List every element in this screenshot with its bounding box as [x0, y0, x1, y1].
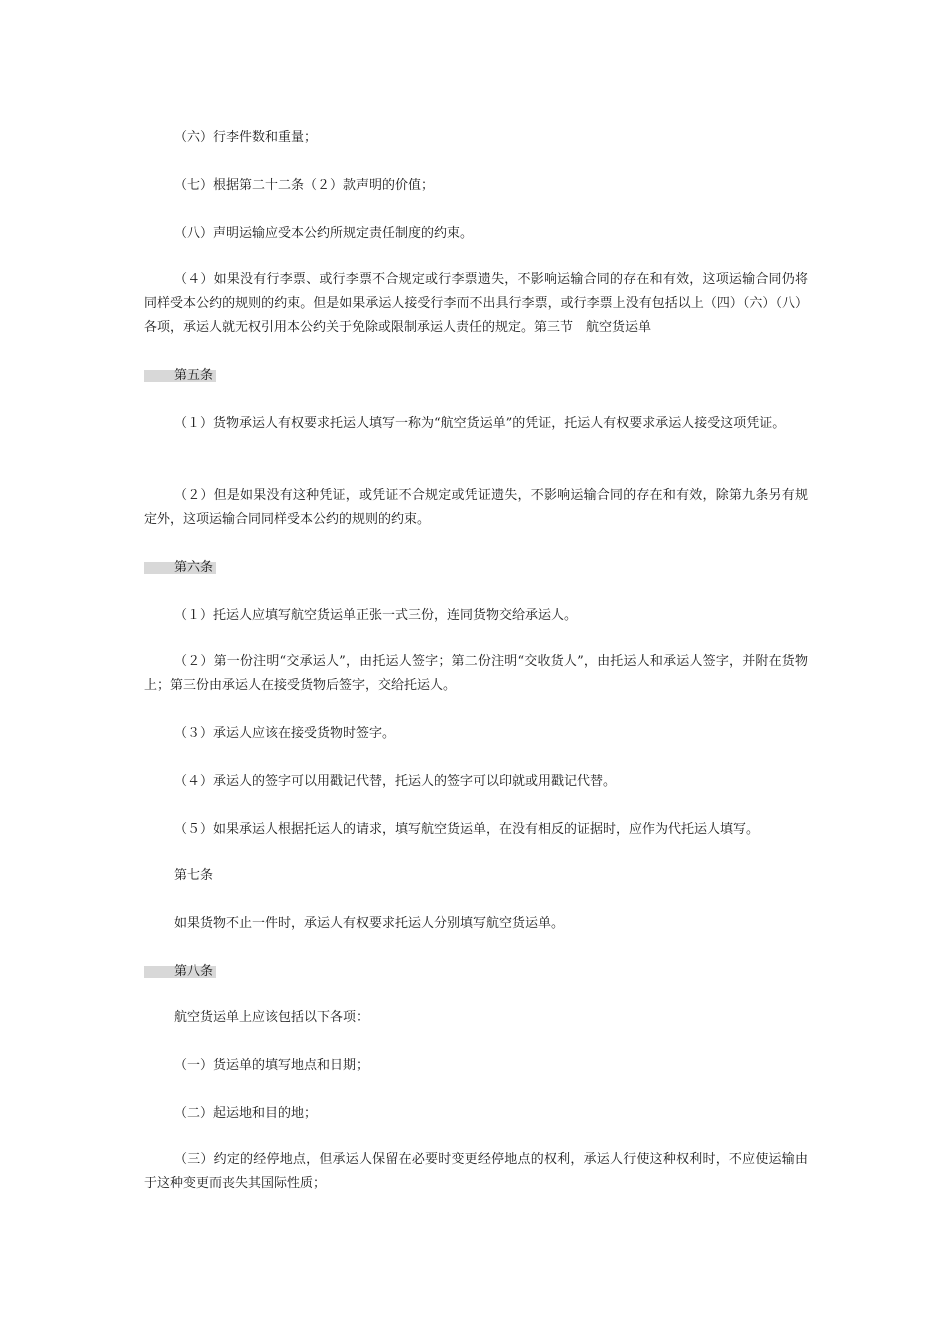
paragraph-art6-1: （１）托运人应填写航空货运单正张一式三份，连同货物交给承运人。	[174, 608, 578, 623]
article-8-heading: 第八条	[144, 960, 216, 972]
paragraph-item-7: （七）根据第二十二条（２）款声明的价值；	[174, 178, 435, 193]
paragraph-item-6: （六）行李件数和重量；	[174, 130, 318, 145]
paragraph-art5-1: （１）货物承运人有权要求托运人填写一称为“航空货运单”的凭证，托运人有权要求承运人接受这项凭证。	[174, 416, 786, 431]
paragraph-art8-intro: 航空货运单上应该包括以下各项：	[174, 1010, 370, 1025]
paragraph-art6-3: （３）承运人应该在接受货物时签字。	[174, 726, 396, 741]
paragraph-art8-item-2: （二）起运地和目的地；	[174, 1106, 318, 1121]
article-5-heading: 第五条	[144, 364, 216, 376]
paragraph-item-8: （八）声明运输应受本公约所规定责任制度的约束。	[174, 226, 474, 241]
paragraph-clause-4: （４）如果没有行李票、或行李票不合规定或行李票遗失，不影响运输合同的存在和有效，这项运输合同仍将同样受本公约的规则的约束。但是如果承运人接受行李而不出具行李票，或行李票上没有包括以上（四）（六）（八）各项，承运人就无权引用本公约关于免除或限制承运人责任的规定。第三节 航空货运单	[144, 272, 808, 335]
paragraph-art7: 如果货物不止一件时，承运人有权要求托运人分别填写航空货运单。	[174, 916, 565, 931]
paragraph-art6-4: （４）承运人的签字可以用戳记代替，托运人的签字可以印就或用戳记代替。	[174, 774, 617, 789]
paragraph-art8-item-1: （一）货运单的填写地点和日期；	[174, 1058, 370, 1073]
paragraph-art6-5: （５）如果承运人根据托运人的请求，填写航空货运单，在没有相反的证据时，应作为代托运人填写。	[174, 822, 760, 837]
article-6-heading: 第六条	[144, 556, 216, 568]
paragraph-art6-2: （２）第一份注明“交承运人”，由托运人签字；第二份注明“交收货人”，由托运人和承运人签字，并附在货物上；第三份由承运人在接受货物后签字，交给托运人。	[144, 654, 808, 693]
paragraph-art8-item-3: （三）约定的经停地点，但承运人保留在必要时变更经停地点的权利，承运人行使这种权利时，不应使运输由于这种变更而丧失其国际性质；	[144, 1152, 808, 1191]
paragraph-art5-2: （２）但是如果没有这种凭证，或凭证不合规定或凭证遗失，不影响运输合同的存在和有效，除第九条另有规定外，这项运输合同同样受本公约的规则的约束。	[144, 488, 808, 527]
article-7-heading: 第七条	[174, 868, 214, 883]
